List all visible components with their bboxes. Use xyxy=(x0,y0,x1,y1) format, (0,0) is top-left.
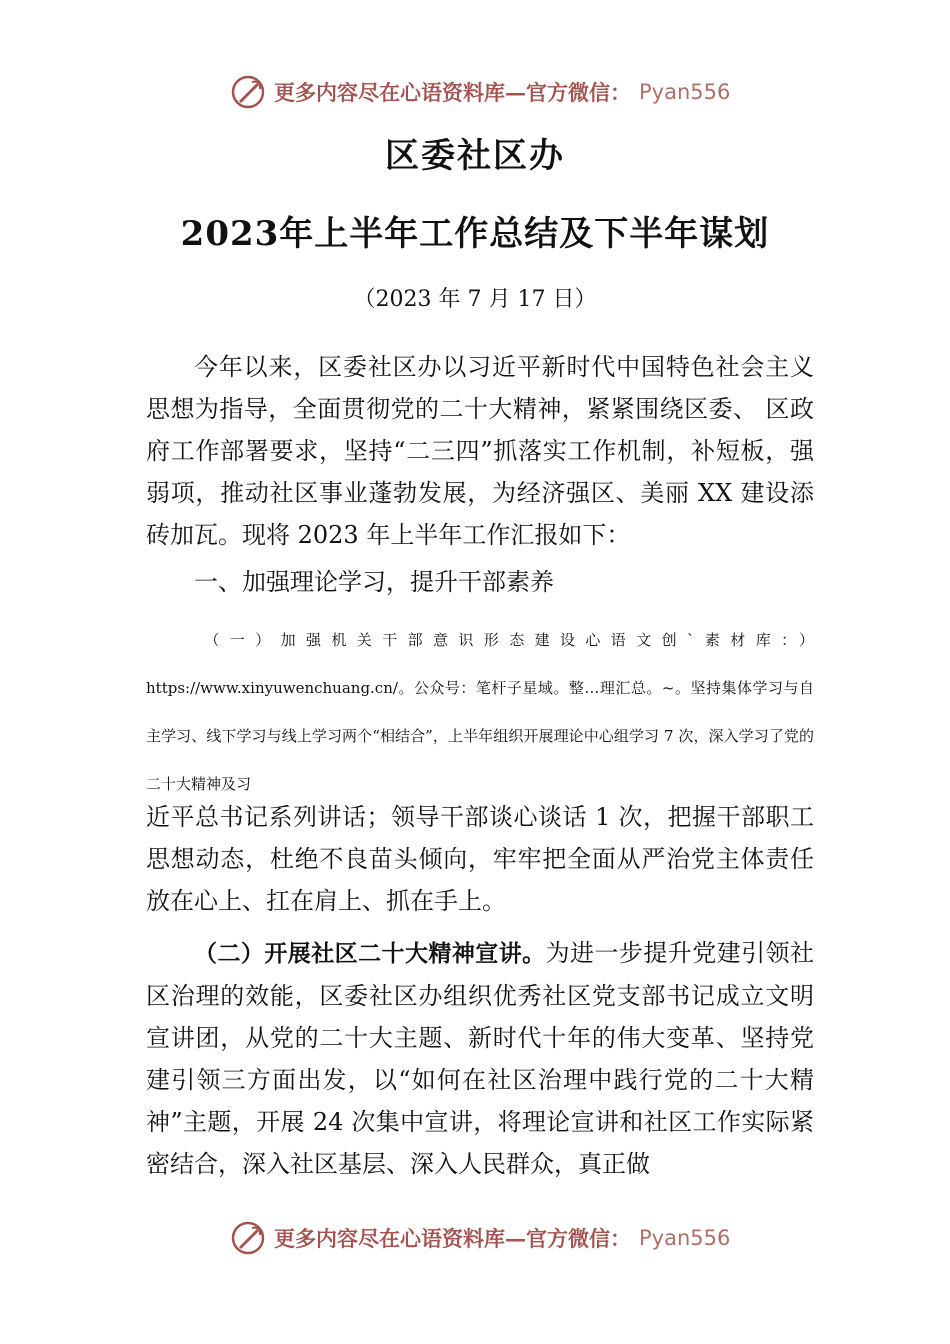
watermark-banner-top xyxy=(230,72,750,112)
section2-heading: （二）开展社区二十大精神宣讲。 xyxy=(194,941,546,967)
banner-text: 更多内容尽在心语资料库—官方微信： xyxy=(274,80,631,105)
banner-wechat-id: Pyan556 xyxy=(639,80,731,104)
banner-text: 更多内容尽在心语资料库—官方微信： xyxy=(274,1226,631,1251)
document-subtitle: 2023年上半年工作总结及下半年谋划 xyxy=(180,214,770,254)
quill-pen-icon xyxy=(230,1220,266,1256)
section1-small-paragraph xyxy=(146,616,814,808)
section1-heading: 一、加强理论学习，提升干部素养 xyxy=(194,568,554,596)
section1-small-text: （一）加强机关干部意识形态建设心语文创`素材库：）https://www.xinyuwenchuang.cn/。公众号：笔杆子星域。整…理汇总。~。坚持集体学习与自主学习、线下学习与线上学习两个“相结合”，上半年组织开展理论中心组学习 7 次，深入学习了党的二十大精神及习 xyxy=(146,631,814,793)
watermark-banner-bottom xyxy=(230,1218,750,1258)
banner-wechat-id: Pyan556 xyxy=(639,1226,731,1250)
section2-text: 为进一步提升党建引领社区治理的效能，区委社区办组织优秀社区党支部书记成立文明宣讲团，从党的二十大主题、新时代十年的伟大变革、坚持党建引领三方面出发，以“如何在社区治理中践行党的二十大精神”主题，开展 24 次集中宣讲，将理论宣讲和社区工作实际紧密结合，深入社区基层、深入人民群众，真正做 xyxy=(146,939,815,1178)
section2-paragraph xyxy=(146,932,814,1185)
section1-continuation: 近平总书记系列讲话；领导干部谈心谈话 1 次，把握干部职工思想动态，杜绝不良苗头倾向，牢牢把全面从严治党主体责任放在心上、扛在肩上、抓在手上。 xyxy=(146,803,814,915)
intro-paragraph: 今年以来，区委社区办以习近平新时代中国特色社会主义思想为指导，全面贯彻党的二十大精神，紧紧围绕区委、 区政府工作部署要求，坚持“二三四”抓落实工作机制，补短板，强弱项，推动社区事业蓬勃发展，为经济强区、美丽 XX 建设添砖加瓦。现将 2023 年上半年工作汇报如下： xyxy=(146,353,814,549)
document-date: （2023 年 7 月 17 日） xyxy=(353,287,597,312)
document-title: 区委社区办 xyxy=(385,136,565,176)
quill-pen-icon xyxy=(230,74,266,110)
